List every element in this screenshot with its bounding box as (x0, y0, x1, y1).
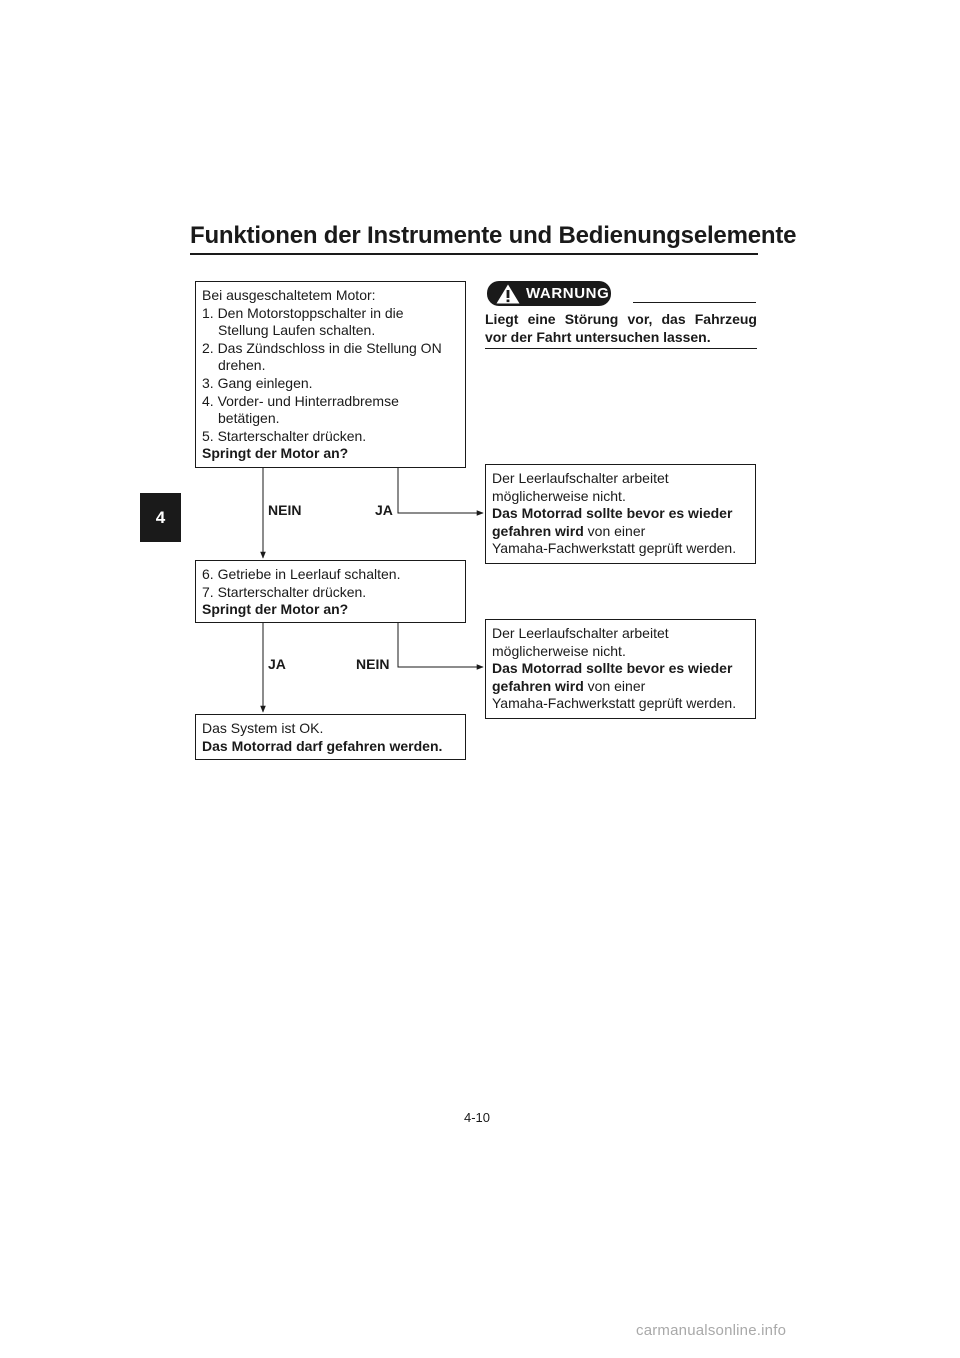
box2-line-step6: 6. Getriebe in Leerlauf schalten. (202, 566, 401, 582)
box1-line-step2-cont: drehen. (218, 357, 266, 374)
warning-badge (487, 281, 611, 306)
result-b-tail: von einer (583, 677, 646, 694)
box1-line-step3: 3. Gang einlegen. (202, 374, 313, 391)
warning-label: WARNUNG (526, 285, 610, 302)
connector-box1-to-result-a (398, 468, 483, 513)
page-number: 4-10 (464, 1110, 491, 1125)
warning-rule-top (633, 302, 756, 303)
box2-line-step7: 7. Starterschalter drücken. (202, 583, 367, 600)
flow-box-neutral (195, 560, 466, 623)
result-b-line1: Der Leerlaufschalter arbeitet (492, 625, 669, 641)
box1-line-step2: 2. Das Zündschloss in die Stellung ON (202, 339, 442, 356)
flow-box-result-b (485, 619, 756, 719)
box1-line-intro: Bei ausgeschaltetem Motor: (202, 287, 376, 303)
box1-line-step1-cont: Stellung Laufen schalten. (218, 322, 376, 339)
result-a-line1: Der Leerlaufschalter arbeitet (492, 470, 669, 486)
watermark: carmanualsonline.info (636, 1322, 787, 1339)
result-b-bold1: Das Motorrad sollte bevor es wieder (492, 660, 733, 677)
branch2-no-label: NEIN (356, 656, 390, 672)
result-b-line5: Yamaha-Fachwerkstatt geprüft werden. (492, 695, 737, 712)
result-a-line2: möglicherweise nicht. (492, 487, 626, 504)
result-a-bold1: Das Motorrad sollte bevor es wieder (492, 505, 733, 522)
box3-bold: Das Motorrad darf gefahren werden. (202, 737, 443, 754)
result-b-bold2: gefahren wird (492, 677, 584, 694)
warning-text (485, 310, 757, 346)
chapter-number: 4 (155, 507, 166, 527)
result-a-tail: von einer (583, 522, 646, 539)
box1-line-step5: 5. Starterschalter drücken. (202, 427, 367, 444)
warning-rule-bottom (485, 348, 757, 349)
branch1-no-label: NEIN (268, 502, 302, 518)
box1-question: Springt der Motor an? (202, 445, 349, 462)
warning-line1: Liegt eine Störung vor, das Fahrzeug (485, 311, 757, 327)
connector-box2-to-result-b (398, 623, 483, 667)
box3-line: Das System ist OK. (202, 720, 324, 736)
result-b-line2: möglicherweise nicht. (492, 642, 626, 659)
flow-box-result-a (485, 464, 756, 564)
box1-line-step4-cont: betätigen. (218, 410, 280, 427)
warning-line2: vor der Fahrt untersuchen lassen. (485, 329, 711, 345)
branch2-yes-label: JA (268, 656, 286, 672)
branch1-yes-label: JA (375, 502, 393, 518)
flow-box-ok (195, 714, 466, 760)
box2-question: Springt der Motor an? (202, 601, 349, 618)
flow-box-start (195, 281, 466, 468)
box1-line-step1: 1. Den Motorstoppschalter in die (202, 304, 404, 321)
page-title: Funktionen der Instrumente und Bedienungselemente (190, 222, 797, 249)
box1-line-step4: 4. Vorder- und Hinterradbremse (202, 392, 399, 409)
result-a-bold2: gefahren wird (492, 522, 584, 539)
result-a-line5: Yamaha-Fachwerkstatt geprüft werden. (492, 540, 737, 557)
warning-triangle-icon (495, 283, 521, 305)
